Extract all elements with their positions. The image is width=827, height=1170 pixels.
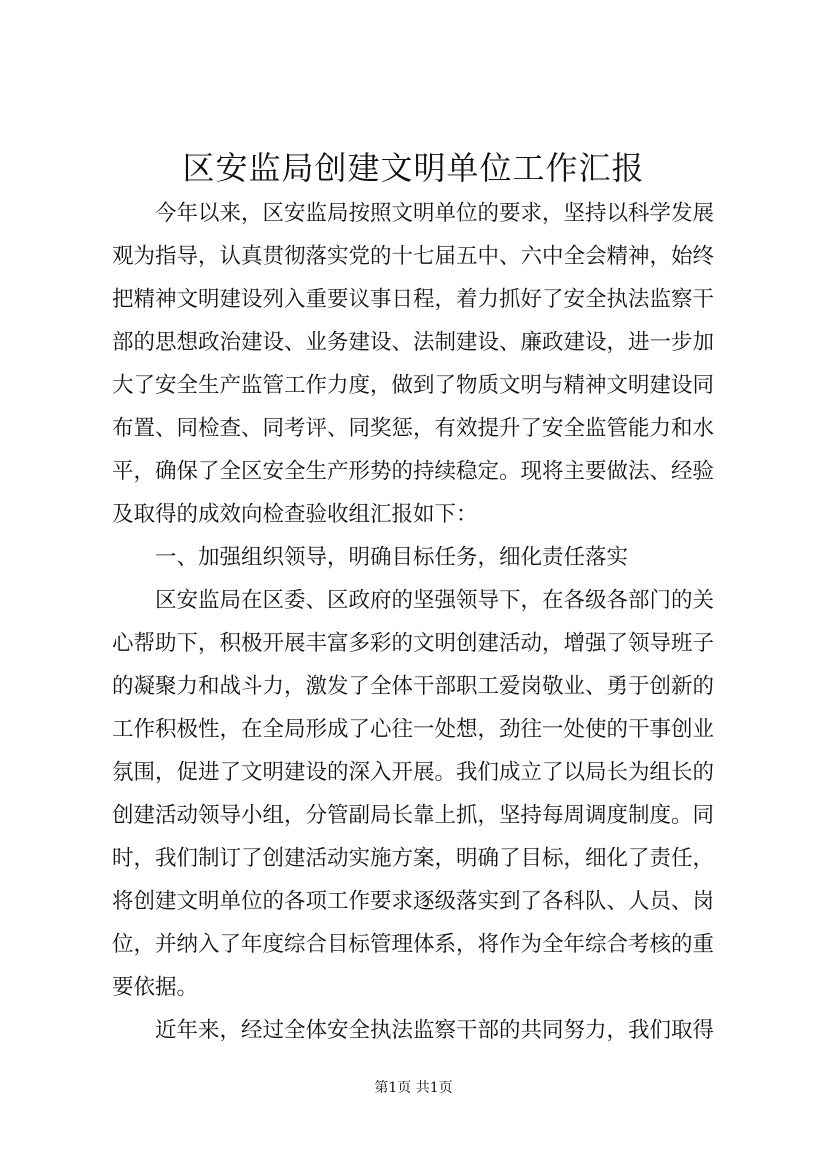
paragraph-2-line-3: 的凝聚力和战斗力，激发了全体干部职工爱岗敬业、勇于创新的: [112, 674, 715, 699]
paragraph-2-line-6: 创建活动领导小组，分管副局长靠上抓，坚持每周调度制度。同: [112, 803, 715, 828]
paragraph-2-line-5: 氛围，促进了文明建设的深入开展。我们成立了以局长为组长的: [112, 760, 715, 785]
paragraph-2-line-4: 工作积极性，在全局形成了心往一处想，劲往一处使的干事创业: [112, 717, 715, 742]
paragraph-3-line-1: 近年来，经过全体安全执法监察干部的共同努力，我们取得: [155, 1018, 715, 1043]
paragraph-2-line-1: 区安监局在区委、区政府的坚强领导下，在各级各部门的关: [155, 588, 715, 613]
paragraph-1-line-5: 大了安全生产监管工作力度，做到了物质文明与精神文明建设同: [112, 373, 715, 398]
paragraph-1-line-3: 把精神文明建设列入重要议事日程，着力抓好了安全执法监察干: [112, 287, 715, 312]
paragraph-1-line-6: 布置、同检查、同考评、同奖惩，有效提升了安全监管能力和水: [112, 416, 715, 441]
paragraph-2-line-8: 将创建文明单位的各项工作要求逐级落实到了各科队、人员、岗: [112, 889, 715, 914]
paragraph-1-line-4: 部的思想政治建设、业务建设、法制建设、廉政建设，进一步加: [112, 330, 715, 355]
section-heading-1: 一、加强组织领导，明确目标任务，细化责任落实: [155, 545, 629, 570]
paragraph-1-line-8: 及取得的成效向检查验收组汇报如下：: [112, 502, 478, 527]
document-title: 区安监局创建文明单位工作汇报: [182, 149, 645, 187]
paragraph-1-line-1: 今年以来，区安监局按照文明单位的要求，坚持以科学发展: [155, 201, 715, 226]
paragraph-1-line-2: 观为指导，认真贯彻落实党的十七届五中、六中全会精神，始终: [112, 244, 715, 269]
page-footer: 第1页 共1页: [374, 1080, 453, 1096]
paragraph-2-line-9: 位，并纳入了年度综合目标管理体系，将作为全年综合考核的重: [112, 932, 715, 957]
paragraph-2-line-10: 要依据。: [112, 975, 199, 1000]
paragraph-2-line-7: 时，我们制订了创建活动实施方案，明确了目标，细化了责任，: [112, 846, 715, 871]
paragraph-1-line-7: 平，确保了全区安全生产形势的持续稳定。现将主要做法、经验: [112, 459, 715, 484]
paragraph-2-line-2: 心帮助下，积极开展丰富多彩的文明创建活动，增强了领导班子: [112, 631, 715, 656]
